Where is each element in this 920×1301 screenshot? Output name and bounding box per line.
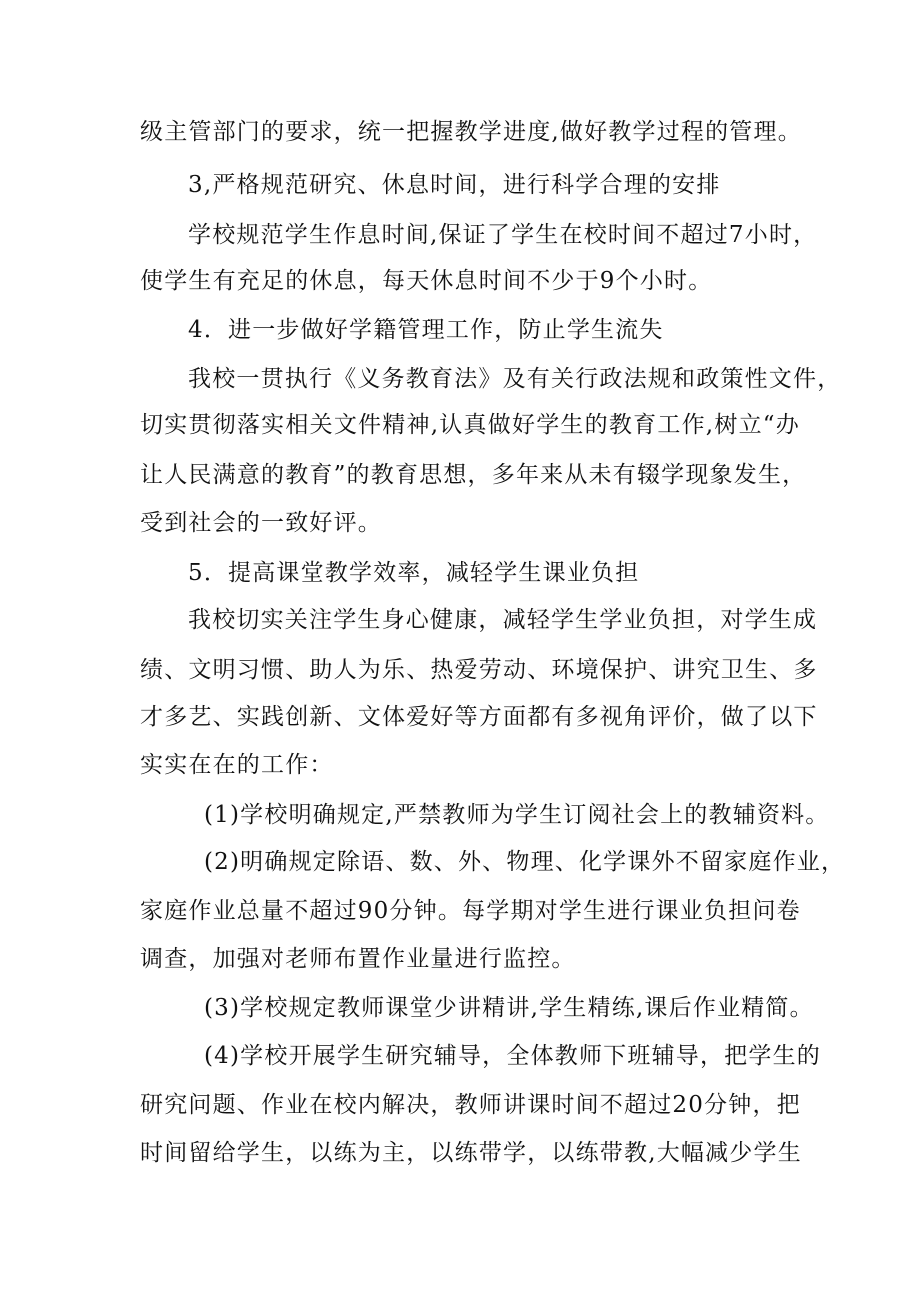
section-heading: 3,严格规范研究、休息时间，进行科学合理的安排 bbox=[188, 172, 721, 198]
text-line: 使学生有充足的休息，每天休息时间不少于9个小时。 bbox=[140, 268, 713, 294]
text-line: 让人民满意的教育”的教育思想，多年来从未有辍学现象发生， bbox=[140, 462, 807, 488]
text-line: 级主管部门的要求，统一把握教学进度,做好教学过程的管理。 bbox=[140, 119, 802, 145]
text-line: 才多艺、实践创新、文体爱好等方面都有多视角评价，做了以下 bbox=[140, 704, 818, 730]
text-line: 绩、文明习惯、助人为乐、热爱劳动、环境保护、讲究卫生、多 bbox=[140, 657, 818, 683]
list-item: (1)学校明确规定,严禁教师为学生订阅社会上的教辅资料。 bbox=[204, 802, 830, 828]
text-line: 时间留给学生，以练为主，以练带学，以练带教,大幅减少学生 bbox=[140, 1140, 802, 1166]
text-line: 学校规范学生作息时间,保证了学生在校时间不超过7小时， bbox=[188, 222, 818, 248]
section-heading: 5．提高课堂教学效率，减轻学生课业负担 bbox=[188, 560, 640, 586]
text-line: 切实贯彻落实相关文件精神,认真做好学生的教育工作,树立“办 bbox=[140, 412, 800, 438]
section-heading: 4．进一步做好学籍管理工作，防止学生流失 bbox=[188, 317, 664, 343]
list-item: (4)学校开展学生研究辅导，全体教师下班辅导，把学生的 bbox=[204, 1043, 821, 1069]
text-line: 调查，加强对老师布置作业量进行监控。 bbox=[140, 946, 576, 972]
text-line: 实实在在的工作： bbox=[140, 752, 334, 778]
text-line: 我校切实关注学生身心健康，减轻学生学业负担，对学生成 bbox=[188, 607, 818, 633]
text-line: 家庭作业总量不超过90分钟。每学期对学生进行课业负担问卷 bbox=[140, 898, 801, 924]
text-line: 受到社会的一致好评。 bbox=[140, 510, 382, 536]
list-item: (3)学校规定教师课堂少讲精讲,学生精练,课后作业精简。 bbox=[204, 995, 814, 1021]
text-line: 我校一贯执行《义务教育法》及有关行政法规和政策性文件， bbox=[188, 366, 842, 392]
text-line: 研究问题、作业在校内解决，教师讲课时间不超过20分钟，把 bbox=[140, 1092, 801, 1118]
list-item: (2)明确规定除语、数、外、物理、化学课外不留家庭作业， bbox=[204, 849, 846, 875]
